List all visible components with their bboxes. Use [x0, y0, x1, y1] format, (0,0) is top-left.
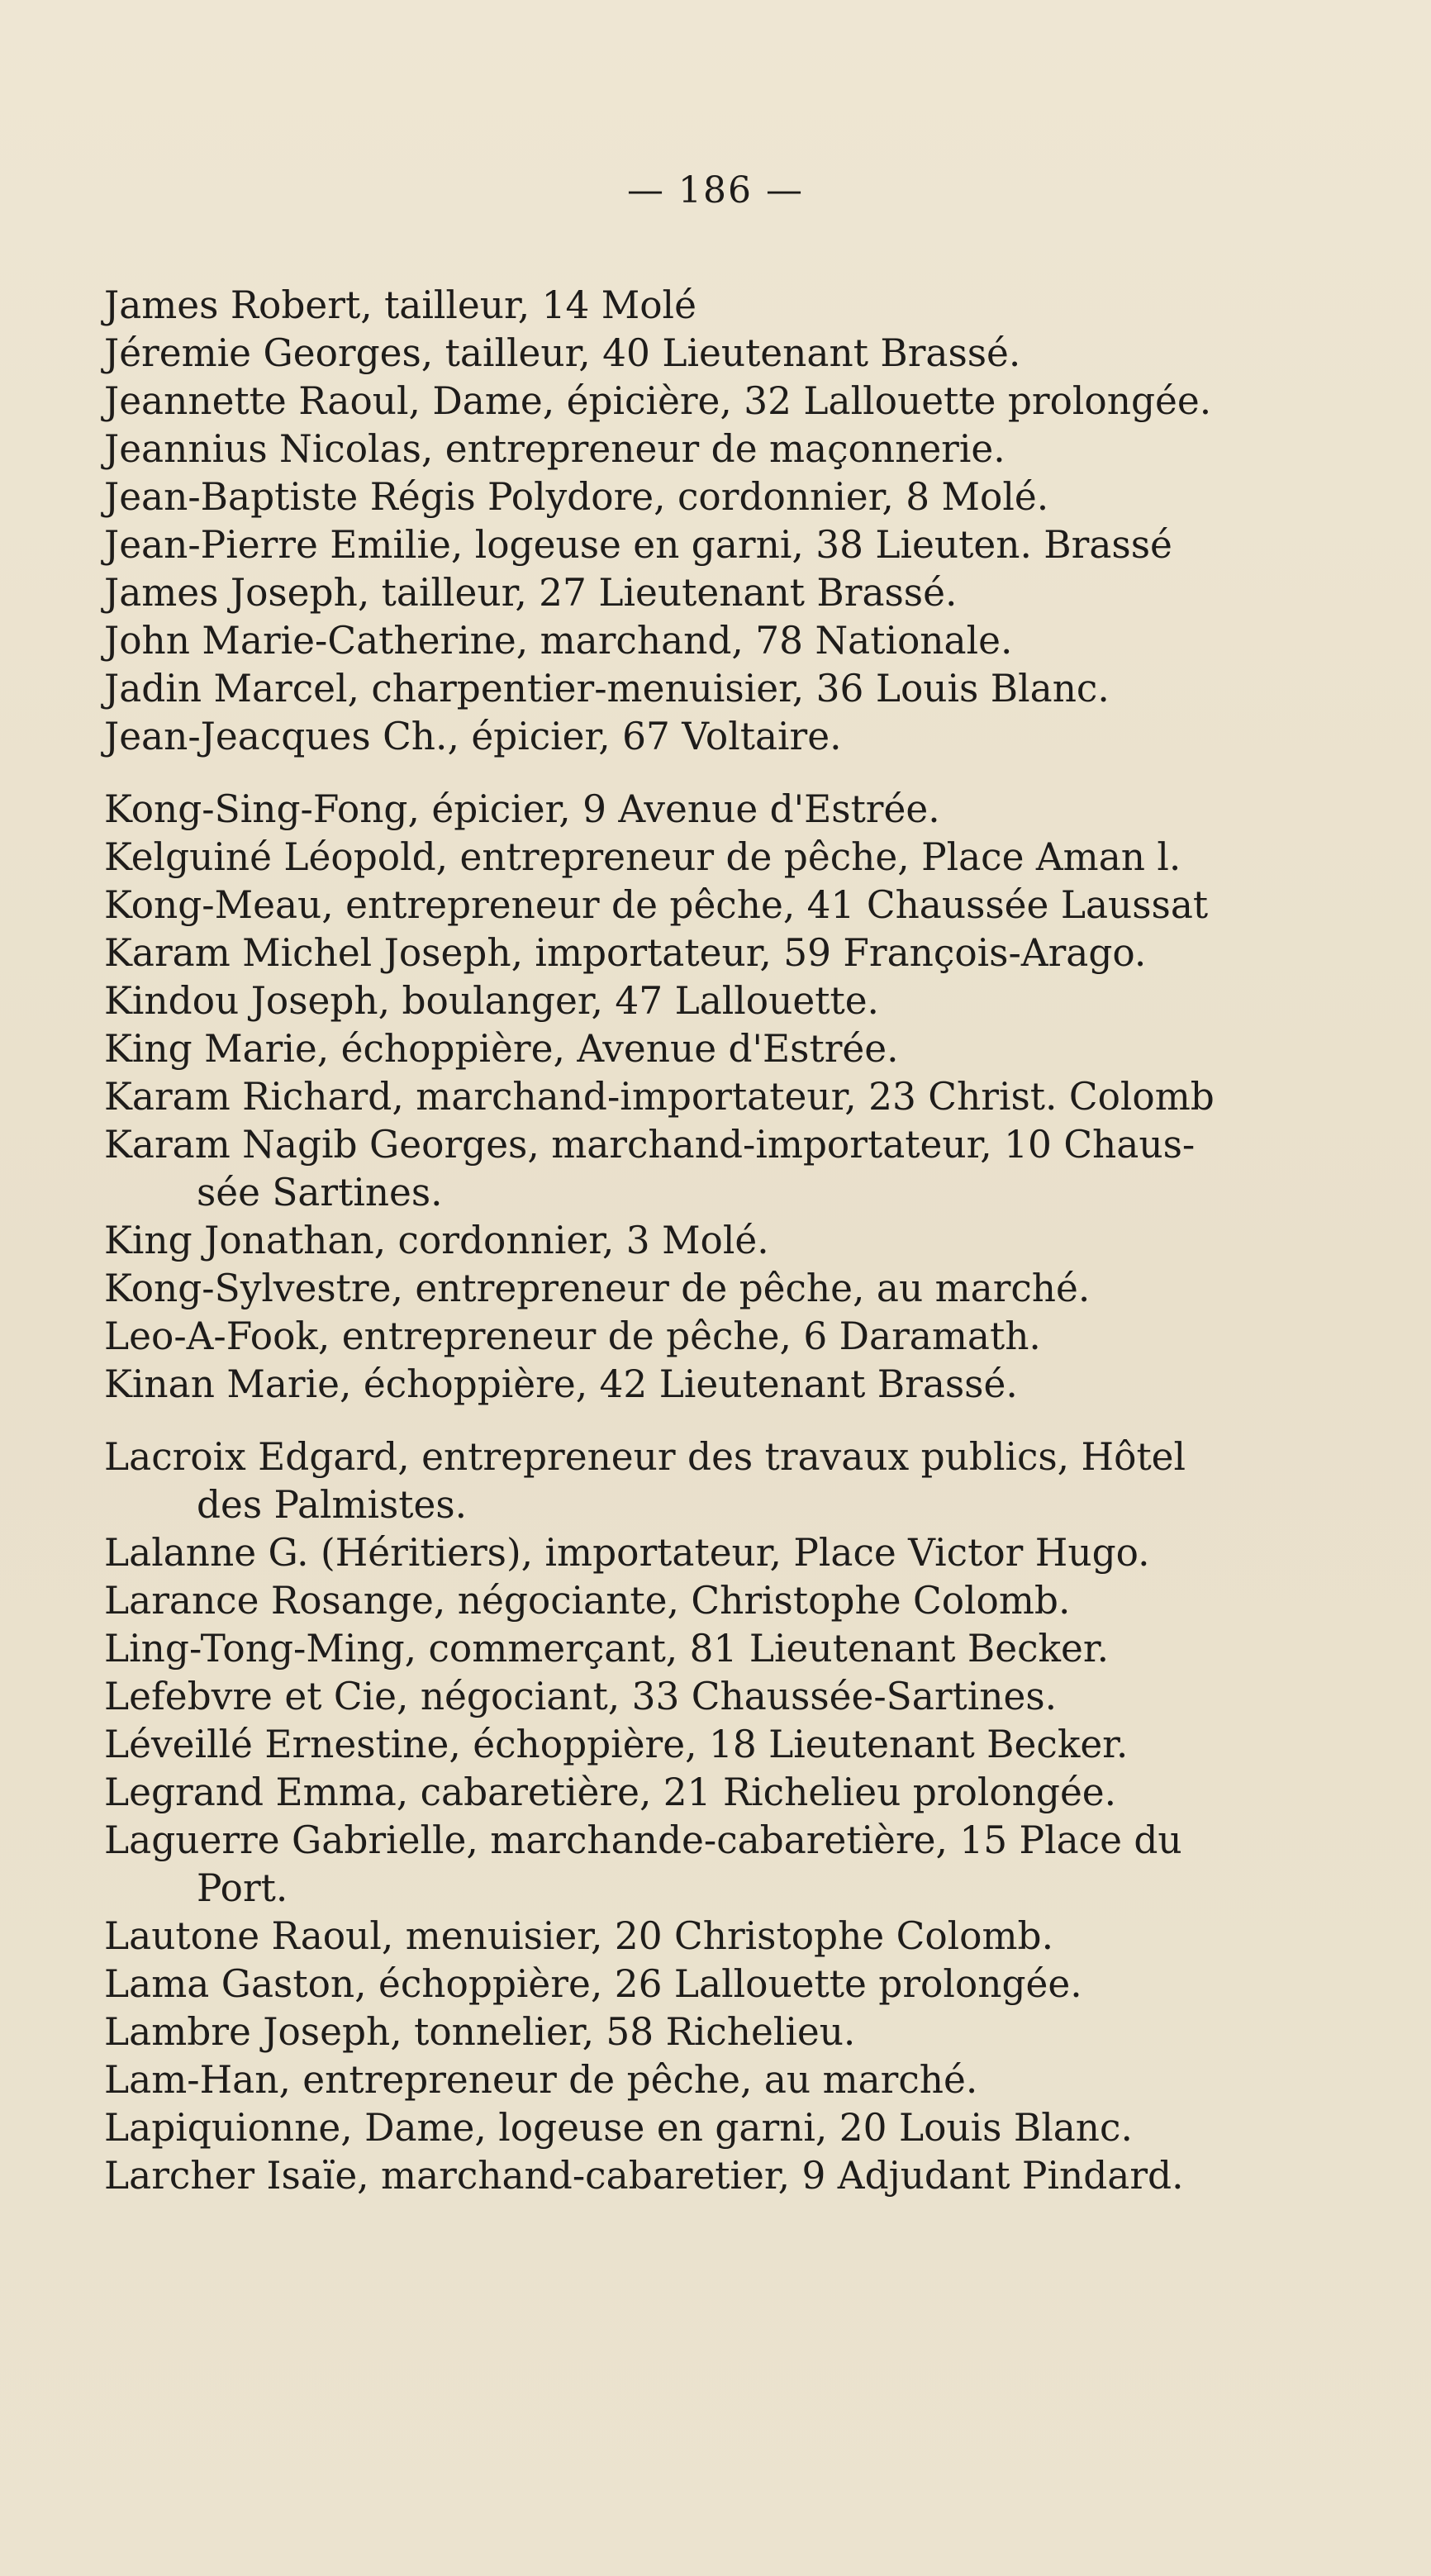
directory-entry: Lama Gaston, échoppière, 26 Lallouette prolongée. — [104, 1961, 1082, 2006]
directory-entry: Lam-Han, entrepreneur de pêche, au marché. — [104, 2057, 978, 2102]
directory-entry: Kong-Sing-Fong, épicier, 9 Avenue d'Estrée. — [104, 787, 940, 831]
directory-entry: Jeannius Nicolas, entrepreneur de maçonnerie. — [104, 426, 1006, 471]
directory-entry: Legrand Emma, cabaretière, 21 Richelieu prolongée. — [104, 1770, 1117, 1814]
directory-entry-continuation: des Palmistes. — [197, 1482, 468, 1527]
directory-entry: Jean-Pierre Emilie, logeuse en garni, 38 Lieuten. Brassé — [104, 522, 1172, 567]
directory-entry: James Joseph, tailleur, 27 Lieutenant Brassé. — [104, 570, 958, 615]
directory-entry: Jéremie Georges, tailleur, 40 Lieutenant Brassé. — [104, 330, 1021, 375]
directory-entry: Lefebvre et Cie, négociant, 33 Chaussée-Sartines. — [104, 1674, 1058, 1718]
section-gap — [104, 1408, 1343, 1433]
directory-entry: Karam Nagib Georges, marchand-importateur, 10 Chaus- — [104, 1122, 1196, 1167]
directory-entry: Lalanne G. (Héritiers), importateur, Place Victor Hugo. — [104, 1530, 1150, 1575]
directory-entry: Karam Richard, marchand-importateur, 23 Christ. Colomb — [104, 1074, 1215, 1119]
directory-entry: Lautone Raoul, menuisier, 20 Christophe Colomb. — [104, 1913, 1054, 1958]
directory-entry: Lapiquionne, Dame, logeuse en garni, 20 Louis Blanc. — [104, 2105, 1133, 2150]
directory-entry: Jean-Jeacques Ch., épicier, 67 Voltaire. — [104, 714, 842, 758]
directory-entry: Jean-Baptiste Régis Polydore, cordonnier, 8 Molé. — [104, 474, 1049, 519]
directory-entry: John Marie-Catherine, marchand, 78 Nationale. — [104, 618, 1013, 663]
directory-entry: Ling-Tong-Ming, commerçant, 81 Lieutenant Becker. — [104, 1626, 1110, 1671]
directory-entry: Larcher Isaïe, marchand-cabaretier, 9 Adjudant Pindard. — [104, 2153, 1184, 2198]
directory-entry: Jeannette Raoul, Dame, épicière, 32 Lallouette prolongée. — [104, 378, 1212, 423]
directory-entry: Karam Michel Joseph, importateur, 59 François-Arago. — [104, 930, 1147, 975]
directory-entry: Lambre Joseph, tonnelier, 58 Richelieu. — [104, 2009, 856, 2054]
directory-list — [104, 281, 1343, 2199]
directory-entry: Kong-Meau, entrepreneur de pêche, 41 Chaussée Laussat — [104, 882, 1209, 927]
directory-entry-continuation: Port. — [197, 1865, 288, 1910]
directory-entry: King Marie, échoppière, Avenue d'Estrée. — [104, 1026, 899, 1071]
directory-entry: Kindou Joseph, boulanger, 47 Lallouette. — [104, 978, 879, 1023]
directory-entry: Jadin Marcel, charpentier-menuisier, 36 Louis Blanc. — [104, 666, 1110, 711]
directory-entry: Kong-Sylvestre, entrepreneur de pêche, au marché. — [104, 1266, 1091, 1310]
directory-entry: King Jonathan, cordonnier, 3 Molé. — [104, 1218, 769, 1262]
directory-entry: James Robert, tailleur, 14 Molé — [104, 283, 696, 327]
directory-entry: Kelguiné Léopold, entrepreneur de pêche, Place Aman l. — [104, 834, 1181, 879]
page-number: — 186 — — [627, 169, 804, 211]
directory-entry: Lacroix Edgard, entrepreneur des travaux publics, Hôtel — [104, 1434, 1186, 1479]
directory-entry: Laguerre Gabrielle, marchande-cabaretière, 15 Place du — [104, 1818, 1182, 1862]
directory-entry: Léveillé Ernestine, échoppière, 18 Lieutenant Becker. — [104, 1722, 1129, 1766]
directory-entry-continuation: sée Sartines. — [197, 1170, 443, 1214]
directory-entry: Larance Rosange, négociante, Christophe Colomb. — [104, 1578, 1071, 1623]
section-gap — [104, 760, 1343, 785]
directory-entry: Kinan Marie, échoppière, 42 Lieutenant Brassé. — [104, 1362, 1018, 1406]
directory-entry: Leo-A-Fook, entrepreneur de pêche, 6 Daramath. — [104, 1314, 1041, 1358]
